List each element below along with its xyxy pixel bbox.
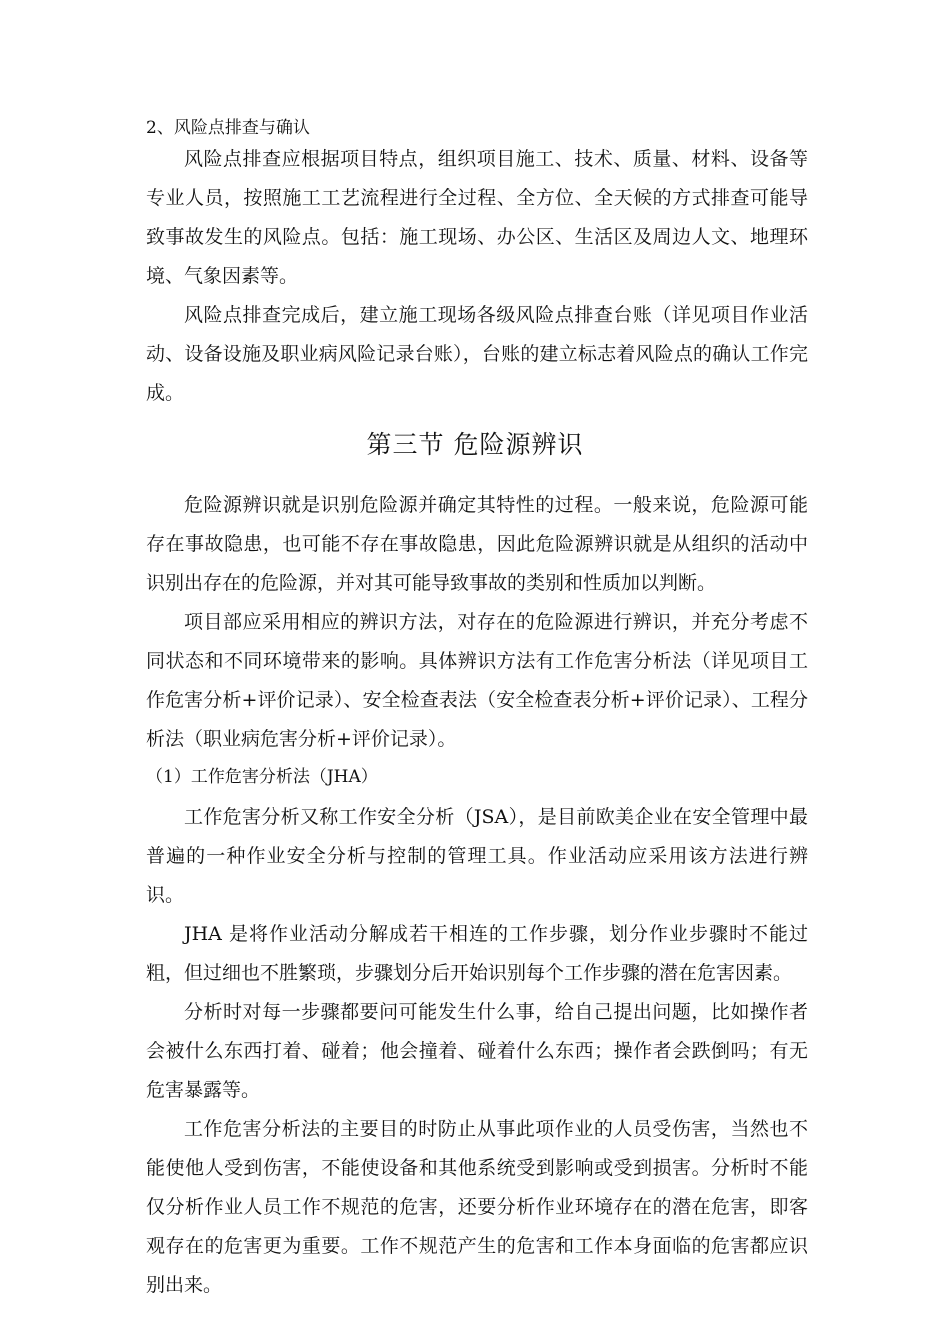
paragraph-risk-check-scope: 风险点排查应根据项目特点，组织项目施工、技术、质量、材料、设备等专业人员，按照施工工艺流程进行全过程、全方位、全天候的方式排查可能导致事故发生的风险点。包括：施工现场、办公区、生活区及周边人文、地理环境、气象因素等。 (146, 148, 808, 287)
paragraph-hazard-definition: 危险源辨识就是识别危险源并确定其特性的过程。一般来说，危险源可能存在事故隐患，也可能不存在事故隐患，因此危险源辨识就是从组织的活动中识别出存在的危险源，并对其可能导致事故的类别和性质加以判断。 (146, 494, 808, 594)
paragraph-jha-questions: 分析时对每一步骤都要问可能发生什么事，给自己提出问题，比如操作者会被什么东西打着、碰着；他会撞着、碰着什么东西；操作者会跌倒吗；有无危害暴露等。 (146, 1001, 808, 1101)
paragraph-jha-steps: JHA 是将作业活动分解成若干相连的工作步骤，划分作业步骤时不能过粗，但过细也不胜繁琐，步骤划分后开始识别每个工作步骤的潜在危害因素。 (146, 923, 808, 984)
subsection-heading-jha: （1）工作危害分析法（JHA） (146, 767, 378, 787)
paragraph-identification-methods: 项目部应采用相应的辨识方法，对存在的危险源进行辨识，并充分考虑不同状态和不同环境带来的影响。具体辨识方法有工作危害分析法（详见项目工作危害分析+评价记录）、安全检查表法（安全检查表分析+评价记录）、工程分析法（职业病危害分析+评价记录）。 (146, 611, 808, 750)
section-heading-risk-check: 2、风险点排查与确认 (146, 118, 310, 138)
jha-body (146, 798, 808, 1305)
paragraph-jha-purpose: 工作危害分析法的主要目的时防止从事此项作业的人员受伤害，当然也不能使他人受到伤害，不能使设备和其他系统受到影响或受到损害。分析时不能仅分析作业人员工作不规范的危害，还要分析作业环境存在的潜在危害，即客观存在的危害更为重要。工作不规范产生的危害和工作本身面临的危害都应识别出来。 (146, 1118, 808, 1296)
section-title-hazard-identification: 第三节 危险源辨识 (366, 430, 584, 459)
hazard-identification-body (146, 486, 808, 759)
risk-check-body (146, 140, 808, 413)
paragraph-risk-check-ledger: 风险点排查完成后，建立施工现场各级风险点排查台账（详见项目作业活动、设备设施及职业病风险记录台账），台账的建立标志着风险点的确认工作完成。 (146, 304, 808, 404)
paragraph-jha-definition: 工作危害分析又称工作安全分析（JSA），是目前欧美企业在安全管理中最普遍的一种作业安全分析与控制的管理工具。作业活动应采用该方法进行辨识。 (146, 806, 808, 906)
